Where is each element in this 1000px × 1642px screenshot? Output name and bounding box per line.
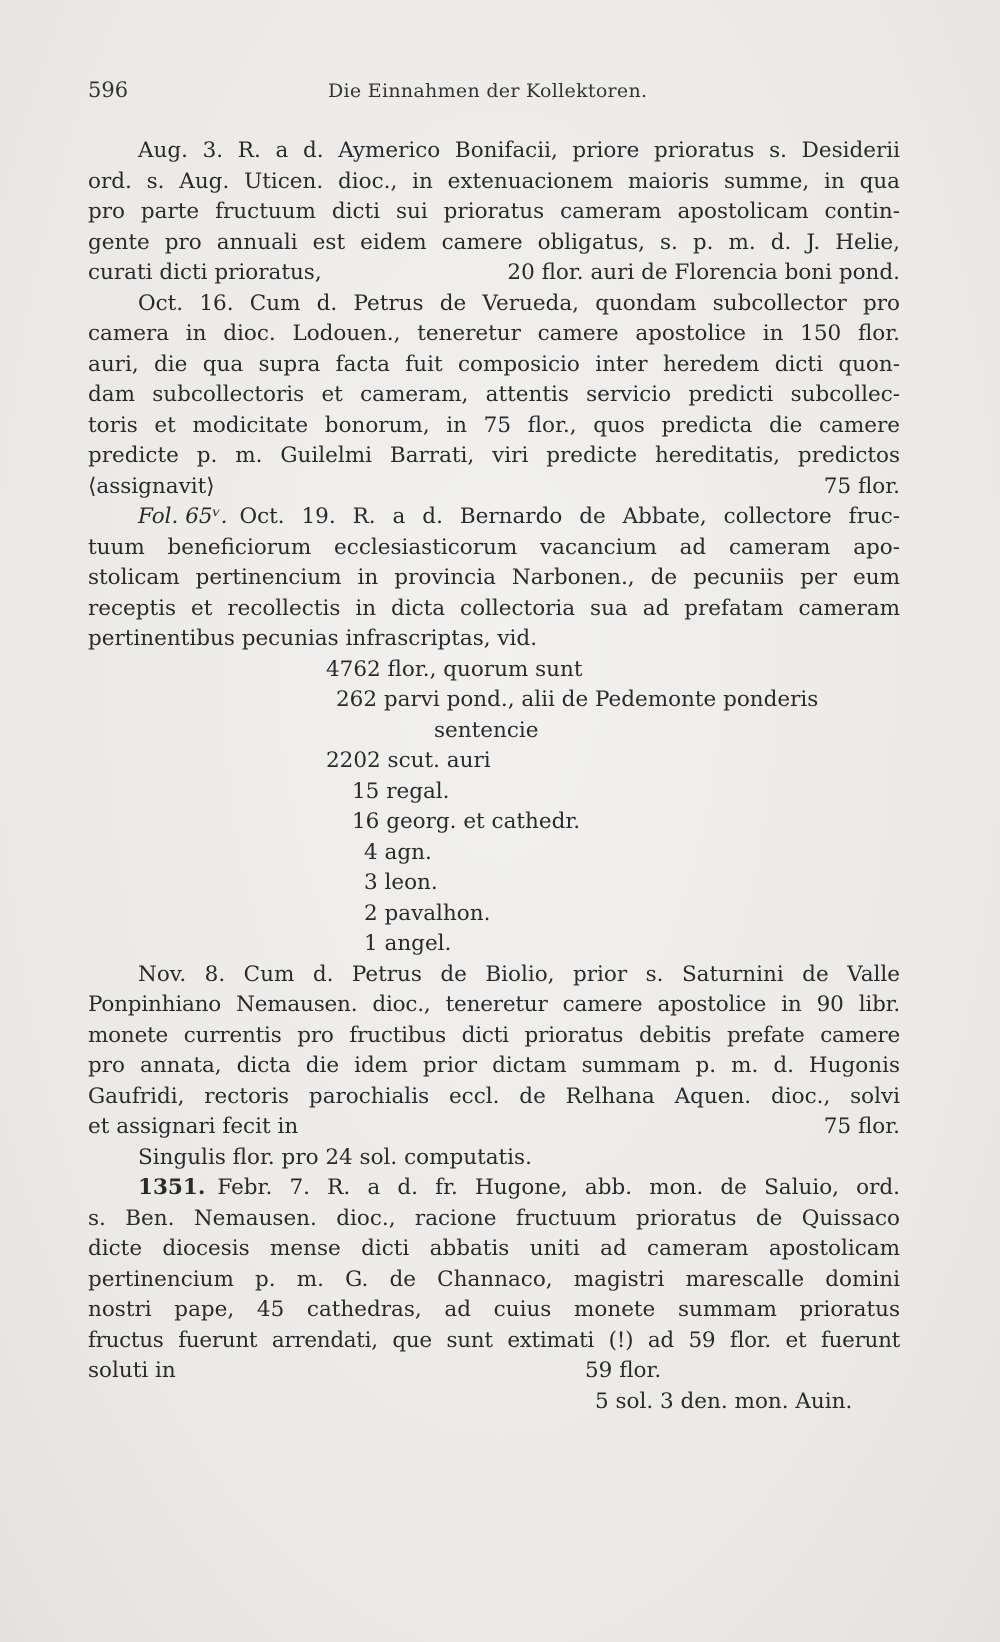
folio-reference: Fol. 65ᵛ. xyxy=(138,504,228,529)
text-line: gente pro annuali est eidem camere obligatus, s. p. m. d. J. Helie, xyxy=(88,229,900,255)
amount: 59 flor. xyxy=(585,1358,662,1383)
text-line: Ponpinhiano Nemausen. dioc., teneretur camere apostolice in 90 libr. xyxy=(88,992,900,1017)
text-line-amount xyxy=(88,472,900,503)
coin-item: 2202 scut. auri xyxy=(326,748,491,773)
text-line: Gaufridi, rectoris parochialis eccl. de Relhana Aquen. dioc., solvi xyxy=(88,1083,900,1109)
text-line: Aug. 3. R. a d. Aymerico Bonifacii, priore prioratus s. Desiderii xyxy=(138,138,900,163)
text-line-amount xyxy=(88,1356,900,1387)
body-text xyxy=(88,136,900,1417)
text-line: camera in dioc. Lodouen., teneretur camere apostolice in 150 flor. xyxy=(88,321,900,346)
text-line xyxy=(88,1173,900,1204)
text-line: monete currentis pro fructibus dicti prioratus debitis prefate camere xyxy=(88,1022,900,1048)
text-line: receptis et recollectis in dicta collectoria sua ad prefatam cameram xyxy=(88,595,900,621)
text-line: pertinencium p. m. G. de Channaco, magistri marescalle domini xyxy=(88,1266,900,1292)
text-line: pro annata, dicta die idem prior dictam summam p. m. d. Hugonis xyxy=(88,1053,900,1078)
text-line: toris et modicitate bonorum, in 75 flor., quos predicta die camere xyxy=(88,412,900,438)
entry-nov-8 xyxy=(88,960,900,1174)
entry-oct-19 xyxy=(88,502,900,960)
coin-item: 3 leon. xyxy=(364,870,438,895)
line-left: curati dicti prioratus, xyxy=(88,260,322,285)
extra-amount xyxy=(88,1387,900,1418)
coin-item: 2 pavalhon. xyxy=(364,900,491,926)
entry-oct-16 xyxy=(88,289,900,503)
text-line: Nov. 8. Cum d. Petrus de Biolio, prior s. Saturnini de Valle xyxy=(138,961,900,987)
coin-item: 16 georg. et cathedr. xyxy=(352,809,581,834)
line-rest: Febr. 7. R. a d. fr. Hugone, abb. mon. de Saluio, ord. xyxy=(217,1175,900,1200)
text-line: auri, die qua supra facta fuit composicio inter heredem dicti quon- xyxy=(88,351,900,377)
coin-item: 15 regal. xyxy=(352,778,450,804)
amount: 75 flor. xyxy=(823,1114,900,1139)
text-line: pro parte fructuum dicti sui prioratus cameram apostolicam contin- xyxy=(88,199,900,224)
text-line: nostri pape, 45 cathedras, ad cuius monete summam prioratus xyxy=(88,1297,900,1322)
running-title: Die Einnahmen der Kollektoren. xyxy=(328,80,648,102)
text-line-amount xyxy=(88,258,900,289)
text-line: dicte diocesis mense dicti abbatis uniti ad cameram apostolicam xyxy=(88,1236,900,1261)
page-header xyxy=(88,78,898,108)
amount: 20 flor. auri de Florencia boni pond. xyxy=(507,260,900,285)
text-line: s. Ben. Nemausen. dioc., racione fructuum prioratus de Quissaco xyxy=(88,1205,900,1231)
text-line: dam subcollectoris et cameram, attentis servicio predicti subcollec- xyxy=(88,382,900,407)
line-left: et assignari fecit in xyxy=(88,1114,299,1139)
amount: 75 flor. xyxy=(823,473,900,499)
text-line: tuum beneficiorum ecclesiasticorum vacancium ad cameram apo- xyxy=(88,534,900,560)
page-number: 596 xyxy=(88,78,129,102)
line-left: soluti in xyxy=(88,1358,176,1383)
entry-aug-3 xyxy=(88,136,900,289)
text-line: pertinentibus pecunias infrascriptas, vid. xyxy=(88,626,538,651)
text-line-amount xyxy=(88,1112,900,1143)
text-line: ord. s. Aug. Uticen. dioc., in extenuacionem maioris summe, in qua xyxy=(88,168,900,194)
text-line xyxy=(88,502,900,533)
coin-item: 4 agn. xyxy=(364,839,432,865)
text-line: predicte p. m. Guilelmi Barrati, viri predicte hereditatis, predictos xyxy=(88,443,900,468)
year-heading: 1351. xyxy=(138,1175,206,1200)
line-rest: Oct. 19. R. a d. Bernardo de Abbate, collectore fruc- xyxy=(239,504,900,529)
text-line: fructus fuerunt arrendati, que sunt extimati (!) ad 59 flor. et fuerunt xyxy=(88,1327,900,1353)
amount-detail: 5 sol. 3 den. mon. Auin. xyxy=(595,1388,853,1414)
entry-1351-febr-7 xyxy=(88,1173,900,1417)
total-amount: 4762 flor., quorum sunt xyxy=(326,656,583,682)
text-line: stolicam pertinencium in provincia Narbonen., de pecuniis per eum xyxy=(88,565,900,590)
coin-item: 1 angel. xyxy=(364,931,452,956)
breakdown-line: sentencie xyxy=(434,717,539,743)
breakdown-line: 262 parvi pond., alii de Pedemonte ponderis xyxy=(336,687,819,712)
text-line: Oct. 16. Cum d. Petrus de Verueda, quondam subcollector pro xyxy=(138,290,900,316)
line-left: ⟨assignavit⟩ xyxy=(88,473,215,499)
text-line: Singulis flor. pro 24 sol. computatis. xyxy=(138,1144,532,1170)
